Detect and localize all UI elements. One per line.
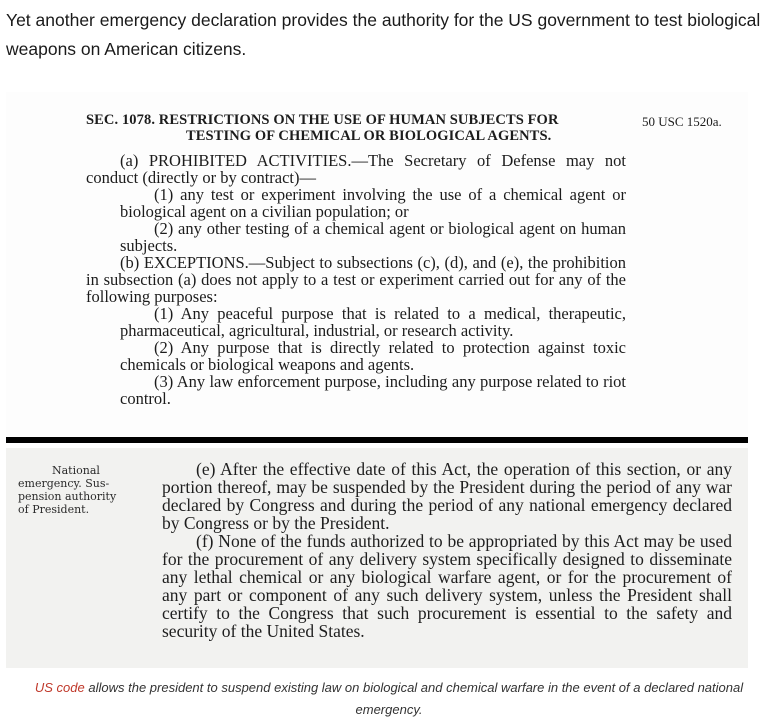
subsection-b-2: (2) Any purpose that is directly related to protection against toxic chemicals or biological weapons and agents. (120, 338, 626, 374)
margin-note-line: pension authority (18, 490, 117, 503)
section-heading (86, 112, 646, 144)
act-excerpt-body (162, 460, 732, 640)
section-heading-line1: SEC. 1078. RESTRICTIONS ON THE USE OF HUMAN SUBJECTS FOR (86, 112, 559, 128)
image-divider (6, 437, 748, 443)
subsection-a-1: (1) any test or experiment involving the use of a chemical agent or biological agent on a civilian population; or (120, 185, 626, 221)
usc-reference: 50 USC 1520a. (642, 114, 722, 129)
subsection-a-2: (2) any other testing of a chemical agent or biological agent on human subjects. (120, 219, 626, 255)
intro-paragraph: Yet another emergency declaration provides the authority for the US government to test biological weapons on American citizens. (6, 10, 761, 59)
caption-text: allows the president to suspend existing law on biological and chemical warfare in the event of a declared national emergency. (84, 680, 744, 717)
margin-note-line: emergency. Sus- (18, 477, 110, 490)
subsection-e: (e) After the effective date of this Act, the operation of this section, or any portion thereof, may be suspended by the President during the period of any war declared by Congress and during the period of any national emergency declared by Congress or by the President. (162, 459, 732, 533)
subsection-b-3: (3) Any law enforcement purpose, including any purpose related to riot control. (120, 372, 626, 408)
margin-note (18, 464, 148, 516)
subsection-f: (f) None of the funds authorized to be appropriated by this Act may be used for the procurement of any delivery system specifically designed to disseminate any lethal chemical or any biological warfare agent, or for the procurement of any part or component of any such delivery system, unless the President shall certify to the Congress that such procurement is essential to the safety and security of the United States. (162, 531, 732, 641)
statute-image-sec-1078 (6, 92, 748, 436)
image-caption (0, 677, 778, 721)
act-excerpt-image (6, 448, 748, 668)
statute-body (86, 152, 626, 407)
margin-note-line: National (52, 464, 100, 477)
subsection-b-1: (1) Any peaceful purpose that is related to a medical, therapeutic, pharmaceutical, agricultural, industrial, or research activity. (120, 304, 626, 340)
us-code-link[interactable]: US code (34, 680, 85, 695)
subsection-a: (a) PROHIBITED ACTIVITIES.—The Secretary of Defense may not conduct (directly or by contract)— (86, 151, 626, 187)
section-heading-line2: TESTING OF CHEMICAL OR BIOLOGICAL AGENTS. (186, 128, 552, 144)
subsection-b: (b) EXCEPTIONS.—Subject to subsections (c), (d), and (e), the prohibition in subsection (a) does not apply to a test or experiment carried out for any of the following purposes: (86, 253, 626, 306)
margin-note-line: of President. (18, 503, 90, 516)
